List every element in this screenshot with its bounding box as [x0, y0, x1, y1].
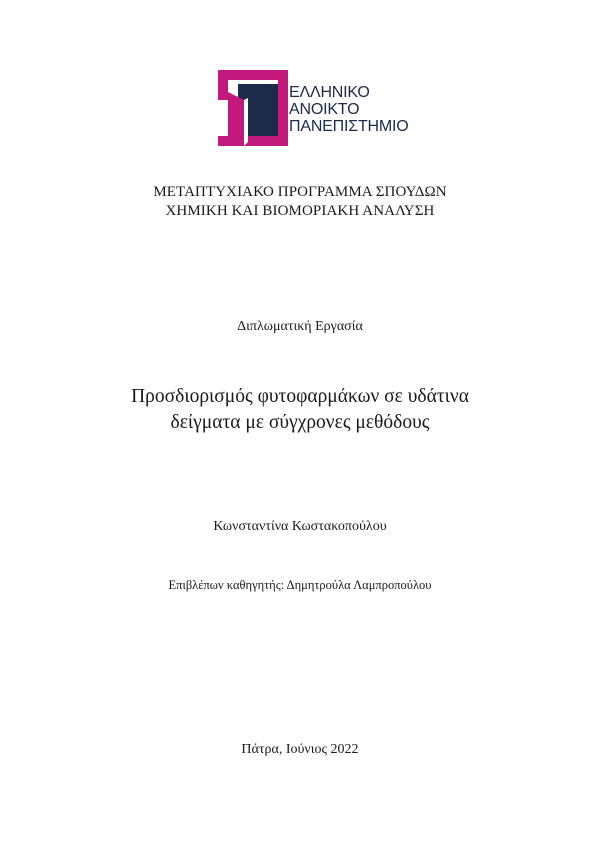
place-date: Πάτρα, Ιούνιος 2022	[241, 742, 359, 757]
thesis-title-line-1: Προσδιορισμός φυτοφαρμάκων σε υδάτινα	[131, 386, 469, 407]
thesis-title	[0, 384, 600, 436]
logo-line-3: ΠΑΝΕΠΙΣΤΗΜΙΟ	[289, 118, 409, 135]
supervisor: Επιβλέπων καθηγητής: Δημητρούλα Λαμπροπούλου	[168, 578, 432, 592]
document-type: Διπλωματική Εργασία	[237, 319, 363, 334]
university-logo	[218, 70, 408, 146]
logo-line-1: ΕΛΛΗΝΙΚΟ	[289, 84, 370, 101]
program-line-2: ΧΗΜΙΚΗ ΚΑΙ ΒΙΟΜΟΡΙΑΚΗ ΑΝΑΛΥΣΗ	[165, 203, 435, 219]
author-name: Κωνσταντίνα Κωστακοπούλου	[213, 519, 387, 534]
logo-wordmark	[289, 84, 409, 135]
program-line-1: ΜΕΤΑΠΤΥΧΙΑΚΟ ΠΡΟΓΡΑΜΜΑ ΣΠΟΥΔΩΝ	[153, 184, 447, 200]
open-book-logo-icon	[218, 70, 288, 146]
logo-line-2: ΑΝΟΙΚΤΟ	[289, 101, 360, 118]
program-name	[0, 183, 600, 221]
thesis-title-line-2: δείγματα με σύγχρονες μεθόδους	[170, 412, 430, 433]
